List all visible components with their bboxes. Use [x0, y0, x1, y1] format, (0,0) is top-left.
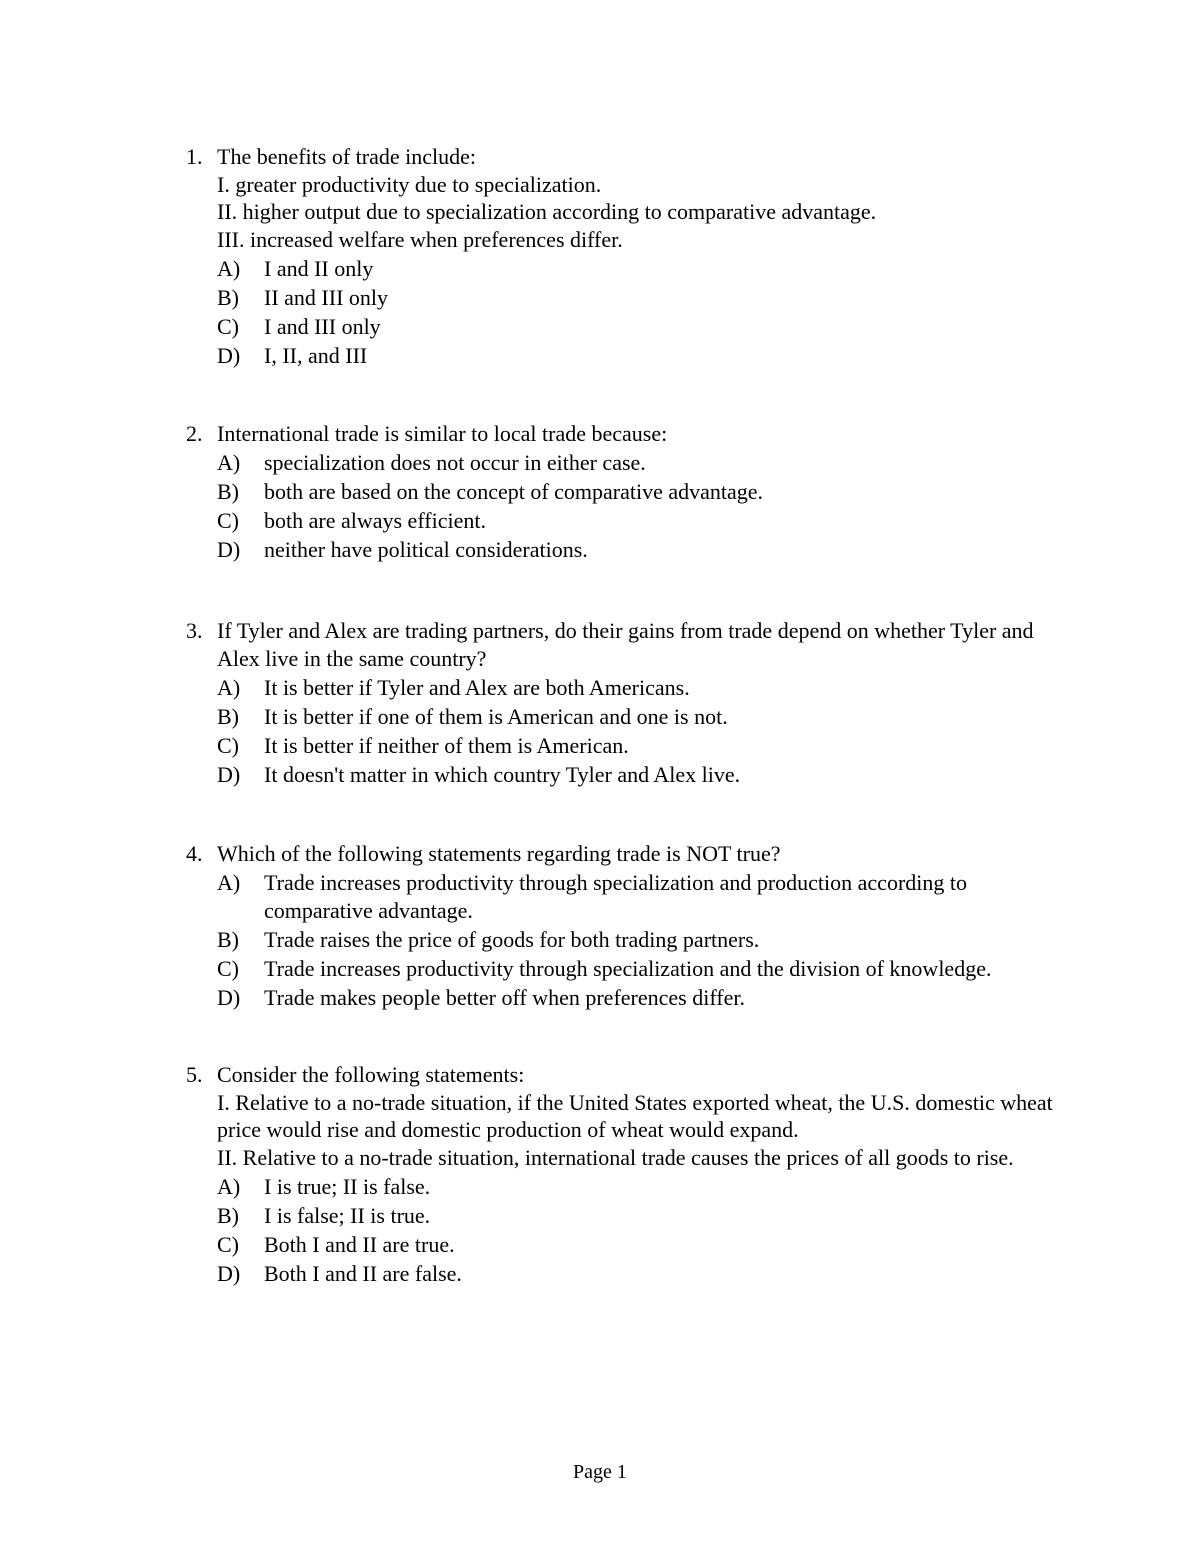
question-body — [217, 420, 1066, 564]
question-statement: III. increased welfare when preferences differ. — [217, 226, 623, 252]
answer-choice — [217, 449, 1066, 477]
choice-letter: B) — [217, 284, 239, 310]
choice-text: It is better if neither of them is American. — [264, 732, 629, 758]
question-2 — [186, 420, 1066, 564]
question-stem: If Tyler and Alex are trading partners, do their gains from trade depend on whether Tyler and Alex live in the same country? — [217, 618, 1034, 671]
answer-choice — [217, 984, 1066, 1012]
choice-letter: A) — [217, 1173, 241, 1199]
choice-letter: C) — [217, 955, 239, 981]
choice-letter: D) — [217, 761, 241, 787]
choice-text: Trade increases productivity through specialization and the division of knowledge. — [264, 955, 992, 981]
choice-letter: A) — [217, 255, 241, 281]
choice-letter: D) — [217, 342, 241, 368]
question-number: 5. — [186, 1062, 203, 1087]
question-statement: I. Relative to a no-trade situation, if the United States exported wheat, the U.S. domestic wheat price would rise and domestic production of wheat would expand. — [217, 1089, 1053, 1142]
choice-letter: B) — [217, 703, 239, 729]
question-5 — [186, 1061, 1066, 1287]
answer-choice — [217, 478, 1066, 506]
choice-letter: D) — [217, 537, 241, 562]
answer-choice — [217, 255, 1066, 283]
question-body — [217, 617, 1066, 788]
question-row — [186, 617, 1066, 788]
question-statement: I. greater productivity due to specialization. — [217, 171, 602, 197]
question-number: 3. — [186, 618, 203, 643]
answer-choice — [217, 536, 1066, 564]
choice-letter: A) — [217, 674, 241, 700]
question-number: 4. — [186, 841, 203, 866]
choice-text: both are based on the concept of comparative advantage. — [264, 479, 764, 504]
answer-choice — [217, 869, 1066, 924]
choice-letter: C) — [217, 732, 239, 758]
choice-letter: A) — [217, 870, 241, 895]
answer-choice — [217, 1231, 1066, 1259]
answer-choice — [217, 342, 1066, 370]
choice-letter: D) — [217, 984, 241, 1010]
choice-letter: C) — [217, 313, 239, 339]
choice-text: I and III only — [264, 313, 381, 339]
choice-letter: C) — [217, 1231, 239, 1257]
choice-text: It is better if Tyler and Alex are both Americans. — [264, 674, 690, 700]
question-number: 2. — [186, 421, 203, 446]
choice-text: Trade makes people better off when preferences differ. — [264, 984, 745, 1010]
answer-choice — [217, 1202, 1066, 1230]
answer-choice — [217, 1173, 1066, 1201]
question-row — [186, 420, 1066, 564]
choice-text: I and II only — [264, 255, 374, 281]
answer-choice — [217, 1260, 1066, 1288]
question-1 — [186, 143, 1066, 369]
choice-text: Trade raises the price of goods for both trading partners. — [264, 926, 760, 952]
question-row — [186, 1061, 1066, 1287]
answer-choice — [217, 313, 1066, 341]
question-number: 1. — [186, 144, 203, 169]
choice-text: Trade increases productivity through specialization and production according to comparative advantage. — [264, 870, 967, 923]
page-number: Page 1 — [573, 1461, 627, 1483]
choice-letter: A) — [217, 450, 241, 475]
choice-text: It doesn't matter in which country Tyler and Alex live. — [264, 761, 741, 787]
question-stem: Which of the following statements regarding trade is NOT true? — [217, 841, 781, 866]
choice-text: I is true; II is false. — [264, 1173, 431, 1199]
choice-letter: B) — [217, 1202, 239, 1228]
question-body — [217, 1061, 1066, 1287]
choice-text: I, II, and III — [264, 342, 368, 368]
question-stem: The benefits of trade include: — [217, 144, 477, 169]
choice-text: II and III only — [264, 284, 389, 310]
answer-choice — [217, 732, 1066, 760]
choice-letter: B) — [217, 479, 239, 504]
answer-choice — [217, 284, 1066, 312]
question-statement: II. Relative to a no-trade situation, international trade causes the prices of all goods to rise. — [217, 1144, 1014, 1170]
choice-letter: B) — [217, 926, 239, 952]
answer-choice — [217, 674, 1066, 702]
answer-choice — [217, 507, 1066, 535]
choice-text: It is better if one of them is American and one is not. — [264, 703, 728, 729]
question-3 — [186, 617, 1066, 788]
choice-text: Both I and II are true. — [264, 1231, 455, 1257]
question-stem: International trade is similar to local trade because: — [217, 421, 668, 446]
choice-letter: D) — [217, 1260, 241, 1286]
answer-choice — [217, 703, 1066, 731]
choice-text: I is false; II is true. — [264, 1202, 431, 1228]
choice-letter: C) — [217, 508, 239, 533]
question-row — [186, 143, 1066, 369]
question-statement: II. higher output due to specialization according to comparative advantage. — [217, 199, 877, 224]
question-row — [186, 840, 1066, 1011]
choice-text: neither have political considerations. — [264, 537, 588, 562]
answer-choice — [217, 926, 1066, 954]
question-body — [217, 143, 1066, 369]
choice-text: specialization does not occur in either case. — [264, 450, 646, 475]
question-body — [217, 840, 1066, 1011]
answer-choice — [217, 761, 1066, 789]
choice-text: both are always efficient. — [264, 508, 486, 533]
question-stem: Consider the following statements: — [217, 1062, 525, 1087]
answer-choice — [217, 955, 1066, 983]
question-4 — [186, 840, 1066, 1011]
choice-text: Both I and II are false. — [264, 1260, 462, 1286]
